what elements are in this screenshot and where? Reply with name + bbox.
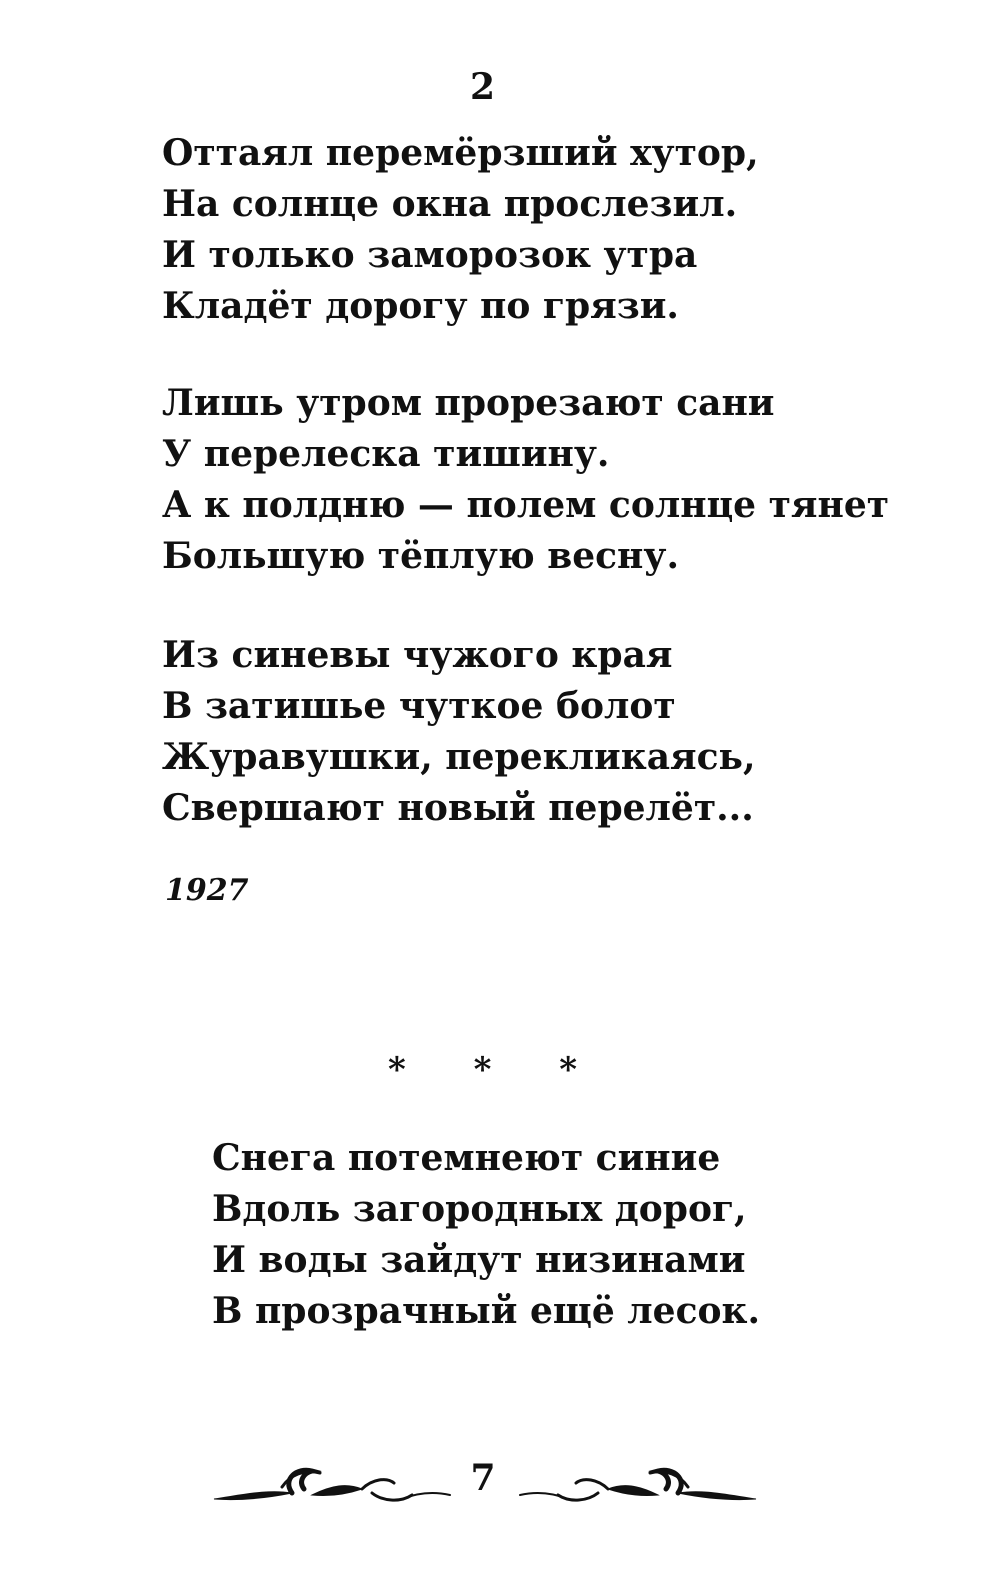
poem-line: И воды зайдут низинами: [212, 1239, 746, 1281]
left-flourish-ornament: [212, 1459, 452, 1509]
stanza: [162, 378, 889, 582]
poem-line: Кладёт дорогу по грязи.: [162, 285, 679, 327]
poem-line: Свершают новый перелёт...: [162, 787, 754, 829]
stanza: [162, 128, 759, 332]
right-flourish-ornament: [518, 1459, 758, 1509]
section-number: 2: [469, 66, 496, 108]
poem-line: Лишь утром прорезают сани: [162, 382, 775, 424]
poem-year: 1927: [165, 873, 249, 908]
stanza: [162, 630, 756, 834]
poem-line: На солнце окна прослезил.: [162, 183, 738, 225]
poem-line: А к полдню — полем солнце тянет: [162, 484, 890, 526]
poem-line: Из синевы чужого края: [162, 634, 673, 676]
page-number: 7: [470, 1457, 496, 1499]
poem-line: Вдоль загородных дорог,: [212, 1188, 747, 1230]
poem-line: В прозрачный ещё лесок.: [212, 1290, 761, 1332]
poem-line: Снега потемнеют синие: [212, 1137, 721, 1179]
poem-line: Журавушки, перекликаясь,: [162, 736, 756, 778]
poem-line: И только заморозок утра: [162, 234, 698, 276]
page-footer: [0, 1445, 1000, 1515]
poem-line: В затишье чуткое болот: [162, 685, 676, 727]
poem-line: У перелеска тишину.: [162, 433, 610, 475]
asterism-divider: * * *: [387, 1050, 605, 1090]
poem-line: Большую тёплую весну.: [162, 535, 679, 577]
second-poem-stanza: [212, 1133, 760, 1337]
poem-line: Оттаял перемёрзший хутор,: [162, 132, 759, 174]
